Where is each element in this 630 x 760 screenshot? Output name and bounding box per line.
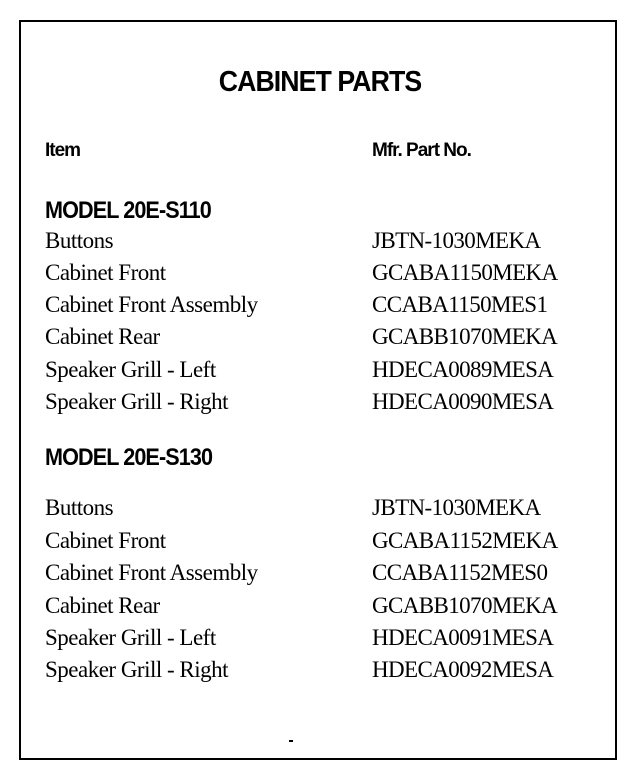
item-name: Cabinet Front <box>45 260 166 285</box>
part-number: GCABB1070MEKA <box>372 593 558 618</box>
part-number: JBTN-1030MEKA <box>372 495 541 520</box>
item-name: Cabinet Rear <box>45 593 160 618</box>
table-row <box>21 525 619 557</box>
part-number: CCABA1152MES0 <box>372 560 548 585</box>
item-name: Speaker Grill - Left <box>45 625 216 650</box>
table-row <box>21 590 619 622</box>
item-name: Buttons <box>45 228 114 253</box>
table-row <box>21 654 619 686</box>
column-header-part-number: Mfr. Part No. <box>372 140 471 161</box>
model-heading-s110: MODEL 20E-S110 <box>45 197 211 224</box>
scan-speck <box>289 740 293 742</box>
table-row <box>21 257 619 289</box>
page-title: CABINET PARTS <box>218 66 422 98</box>
part-number: HDECA0091MESA <box>372 625 554 650</box>
table-row <box>21 622 619 654</box>
item-name: Cabinet Front Assembly <box>45 292 258 317</box>
item-name: Cabinet Rear <box>45 324 160 349</box>
item-name: Speaker Grill - Right <box>45 389 229 414</box>
part-number: GCABA1152MEKA <box>372 528 558 553</box>
part-number: HDECA0092MESA <box>372 657 554 682</box>
item-name: Speaker Grill - Right <box>45 657 229 682</box>
part-number: JBTN-1030MEKA <box>372 228 541 253</box>
item-name: Cabinet Front Assembly <box>45 560 258 585</box>
table-row <box>21 492 619 524</box>
table-row <box>21 557 619 589</box>
part-number: GCABB1070MEKA <box>372 324 558 349</box>
parts-table-frame <box>19 20 617 760</box>
table-row <box>21 386 619 418</box>
table-row <box>21 321 619 353</box>
table-row <box>21 225 619 257</box>
part-number: CCABA1150MES1 <box>372 292 548 317</box>
part-number: GCABA1150MEKA <box>372 260 558 285</box>
item-name: Speaker Grill - Left <box>45 357 216 382</box>
item-name: Cabinet Front <box>45 528 166 553</box>
table-row <box>21 354 619 386</box>
part-number: HDECA0089MESA <box>372 357 554 382</box>
item-name: Buttons <box>45 495 114 520</box>
table-row <box>21 289 619 321</box>
column-header-item: Item <box>45 140 81 161</box>
part-number: HDECA0090MESA <box>372 389 554 414</box>
model-heading-s130: MODEL 20E-S130 <box>45 444 213 471</box>
